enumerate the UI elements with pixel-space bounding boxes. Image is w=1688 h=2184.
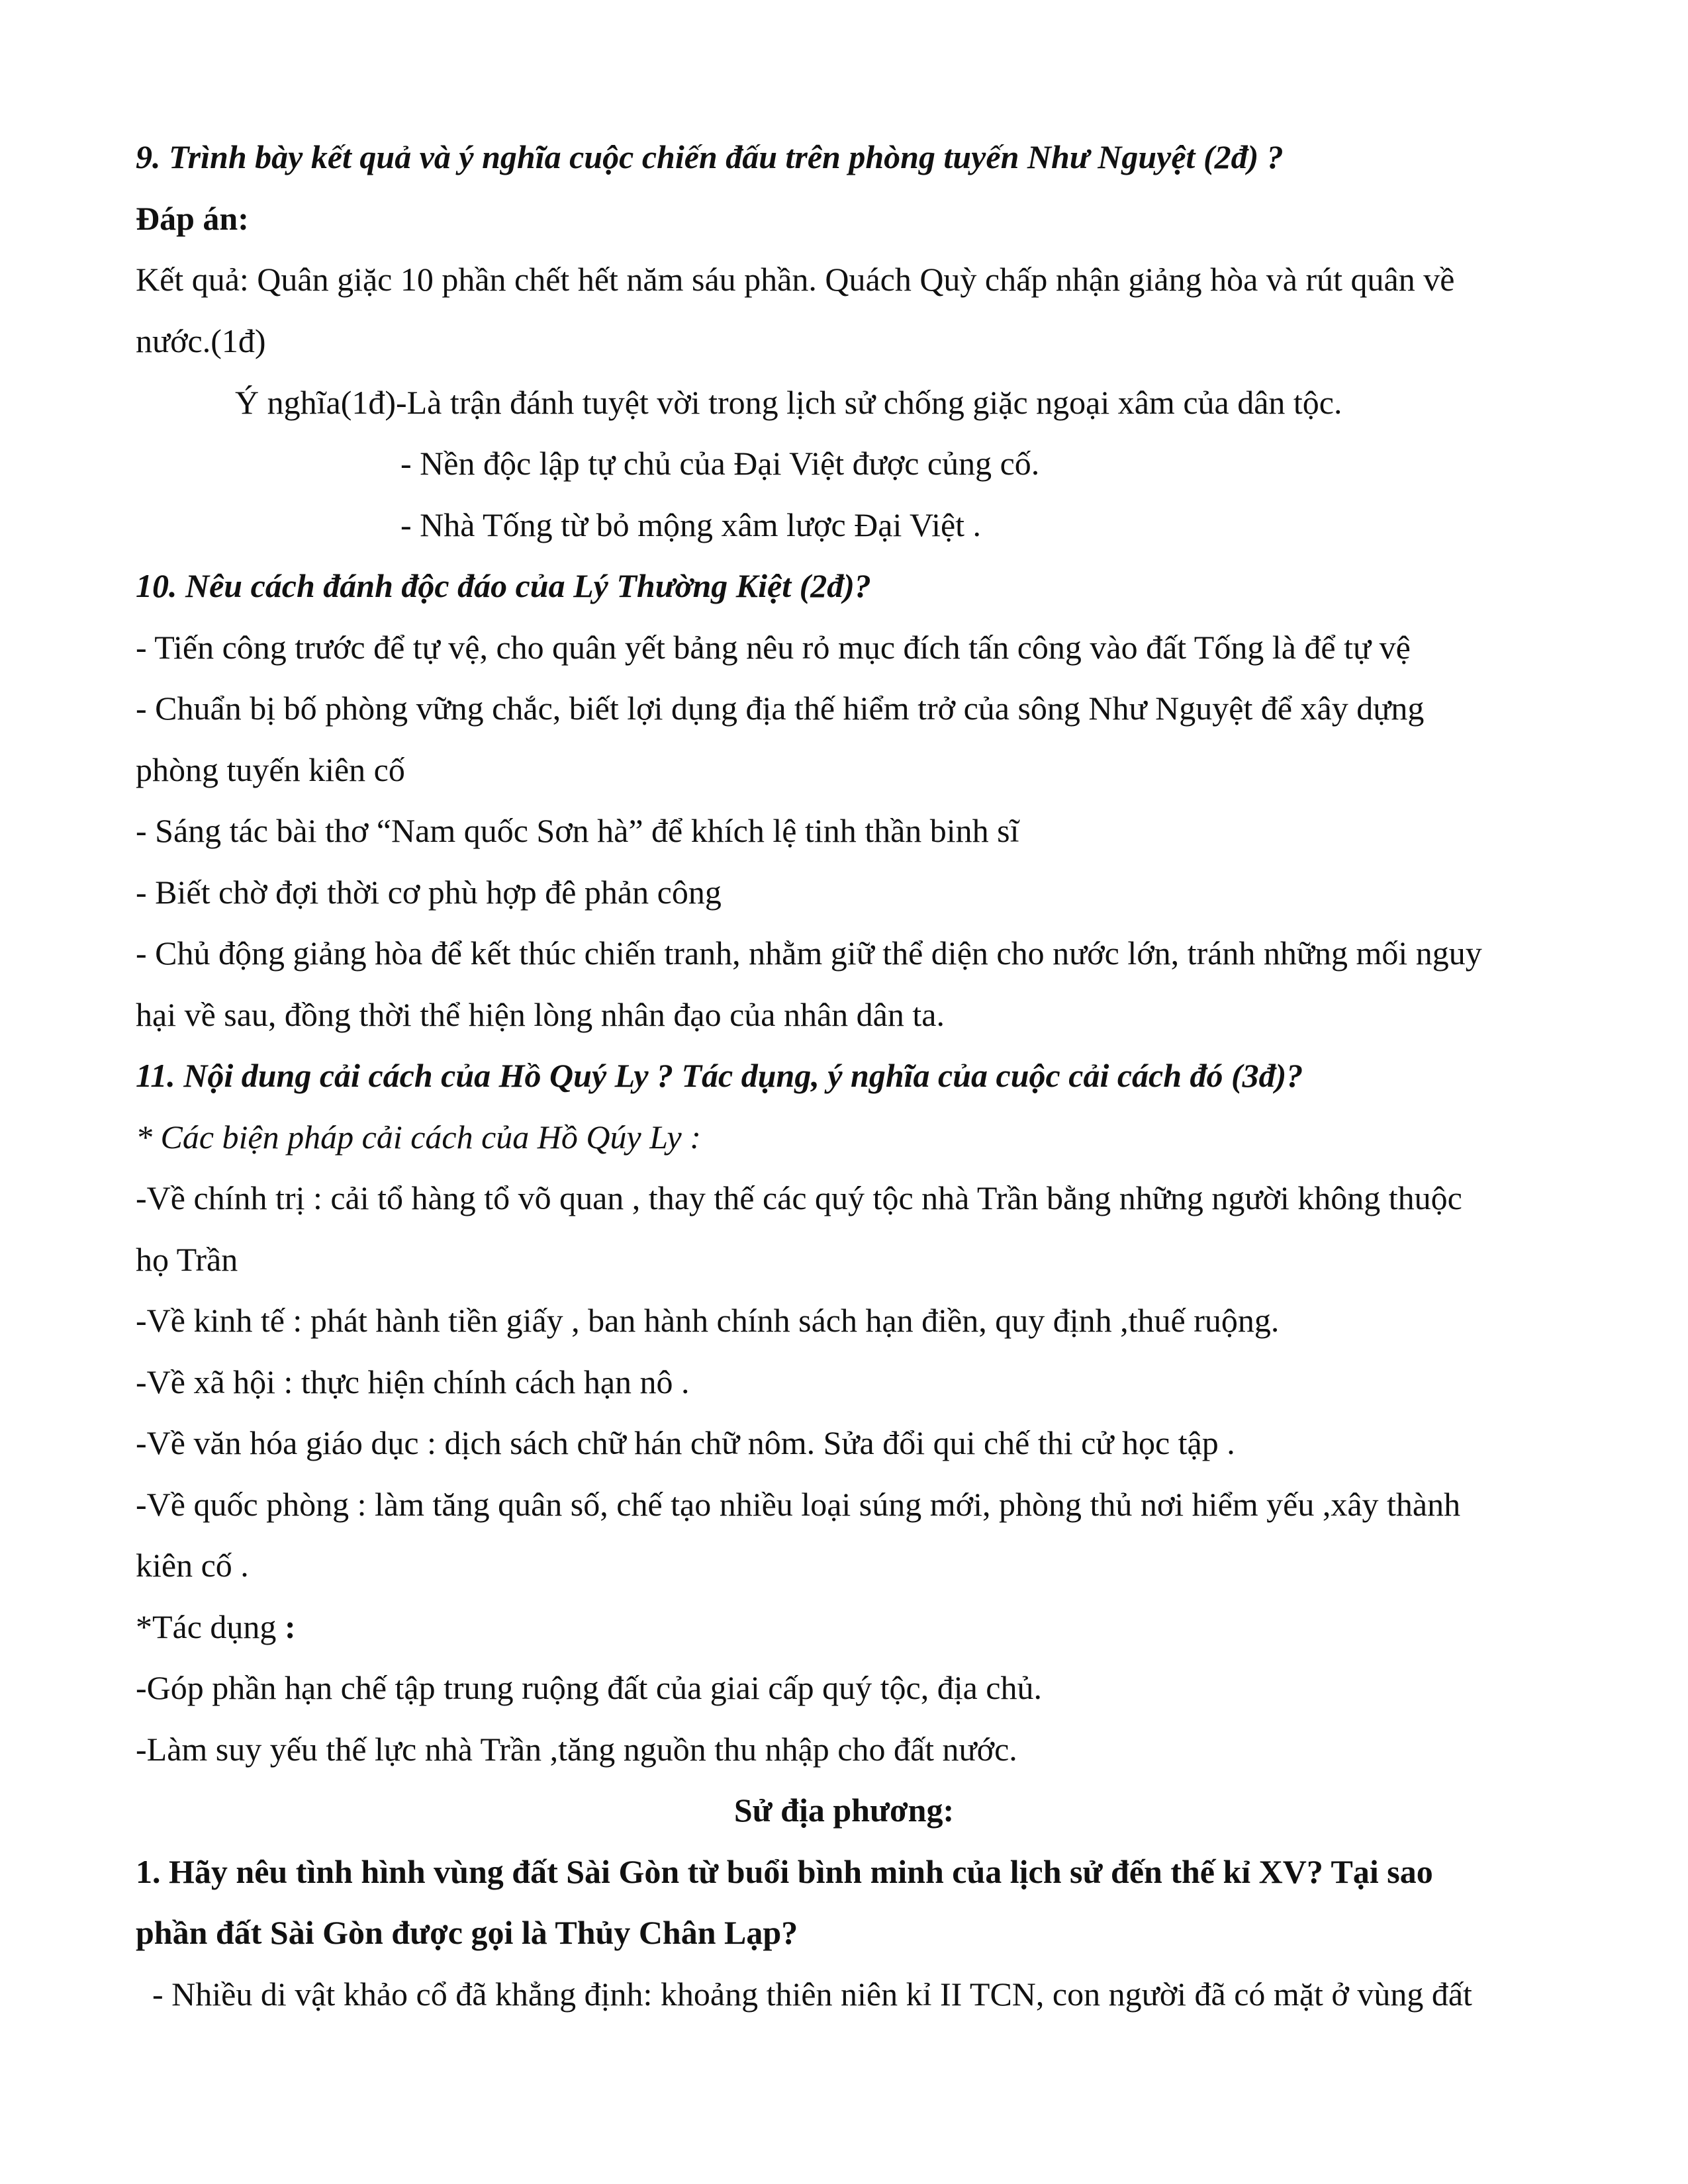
effect-line-1: -Góp phần hạn chế tập trung ruộng đất của giai cấp quý tộc, địa chủ. xyxy=(136,1669,1042,1706)
q10-point-3: - Sáng tác bài thơ “Nam quốc Sơn hà” để khích lệ tinh thần binh sĩ xyxy=(136,812,1019,849)
result-line-1: Kết quả: Quân giặc 10 phần chết hết năm sáu phần. Quách Quỳ chấp nhận giảng hòa và rút quân về xyxy=(136,261,1455,298)
effect-label: *Tác dụng xyxy=(136,1608,285,1645)
economy-line: -Về kinh tế : phát hành tiền giấy , ban hành chính sách hạn điền, quy định ,thuế ruộng. xyxy=(136,1302,1280,1339)
society-line: -Về xã hội : thực hiện chính cách hạn nô . xyxy=(136,1363,690,1400)
defense-line-b: kiên cố . xyxy=(136,1547,249,1584)
q10-point-2b: phòng tuyến kiên cố xyxy=(136,751,405,788)
defense-line-a: -Về quốc phòng : làm tăng quân số, chế tạo nhiều loại súng mới, phòng thủ nơi hiểm yếu ,xây thành xyxy=(136,1486,1461,1523)
effect-colon: : xyxy=(284,1608,296,1645)
measures-heading: * Các biện pháp cải cách của Hồ Qúy Ly : xyxy=(136,1118,701,1156)
q10-point-5b: hại về sau, đồng thời thể hiện lòng nhân đạo của nhân dân ta. xyxy=(136,996,945,1033)
q10-point-4: - Biết chờ đợi thời cơ phù hợp đê phản công xyxy=(136,874,722,911)
meaning-line-1: Ý nghĩa(1đ)-Là trận đánh tuyệt vời trong lịch sử chống giặc ngoại xâm của dân tộc. xyxy=(235,384,1342,421)
question-9: 9. Trình bày kết quả và ý nghĩa cuộc chiến đấu trên phòng tuyến Như Nguyệt (2đ) ? xyxy=(136,138,1284,175)
result-line-2: nước.(1đ) xyxy=(136,322,266,359)
q10-point-1: - Tiến công trước để tự vệ, cho quân yết bảng nêu rỏ mục đích tấn công vào đất Tống là để tự vệ xyxy=(136,629,1411,666)
local-history-heading: Sử địa phương: xyxy=(733,1792,955,1829)
question-11: 11. Nội dung cải cách của Hồ Quý Ly ? Tác dụng, ý nghĩa của cuộc cải cách đó (3đ)? xyxy=(136,1057,1303,1094)
politics-line-b: họ Trần xyxy=(136,1241,238,1278)
meaning-line-2: - Nền độc lập tự chủ của Đại Việt được củng cố. xyxy=(400,445,1040,482)
local-answer-1: - Nhiều di vật khảo cổ đã khẳng định: khoảng thiên niên kỉ II TCN, con người đã có mặt ở vùng đất xyxy=(136,1976,1472,2013)
effect-heading xyxy=(136,1607,296,1647)
q10-point-2a: - Chuẩn bị bố phòng vững chắc, biết lợi dụng địa thế hiểm trở của sông Như Nguyệt để xây dựng xyxy=(136,690,1425,727)
effect-line-2: -Làm suy yếu thế lực nhà Trần ,tăng nguồn thu nhập cho đất nước. xyxy=(136,1731,1017,1768)
q10-point-5a: - Chủ động giảng hòa để kết thúc chiến tranh, nhằm giữ thể diện cho nước lớn, tránh những mối nguy xyxy=(136,934,1482,972)
local-question-1-line-2: phần đất Sài Gòn được gọi là Thủy Chân Lạp? xyxy=(136,1914,798,1951)
question-10: 10. Nêu cách đánh độc đáo của Lý Thường Kiệt (2đ)? xyxy=(136,567,871,604)
local-question-1-line-1: 1. Hãy nêu tình hình vùng đất Sài Gòn từ buổi bình minh của lịch sử đến thế kỉ XV? Tại sao xyxy=(136,1853,1433,1890)
meaning-line-3: - Nhà Tống từ bỏ mộng xâm lược Đại Việt . xyxy=(400,506,982,543)
answer-label: Đáp án: xyxy=(136,200,249,237)
politics-line-a: -Về chính trị : cải tổ hàng tổ võ quan , thay thế các quý tộc nhà Trần bằng những người không thuộc xyxy=(136,1179,1462,1216)
culture-line: -Về văn hóa giáo dục : dịch sách chữ hán chữ nôm. Sửa đổi qui chế thi cử học tập . xyxy=(136,1424,1235,1461)
